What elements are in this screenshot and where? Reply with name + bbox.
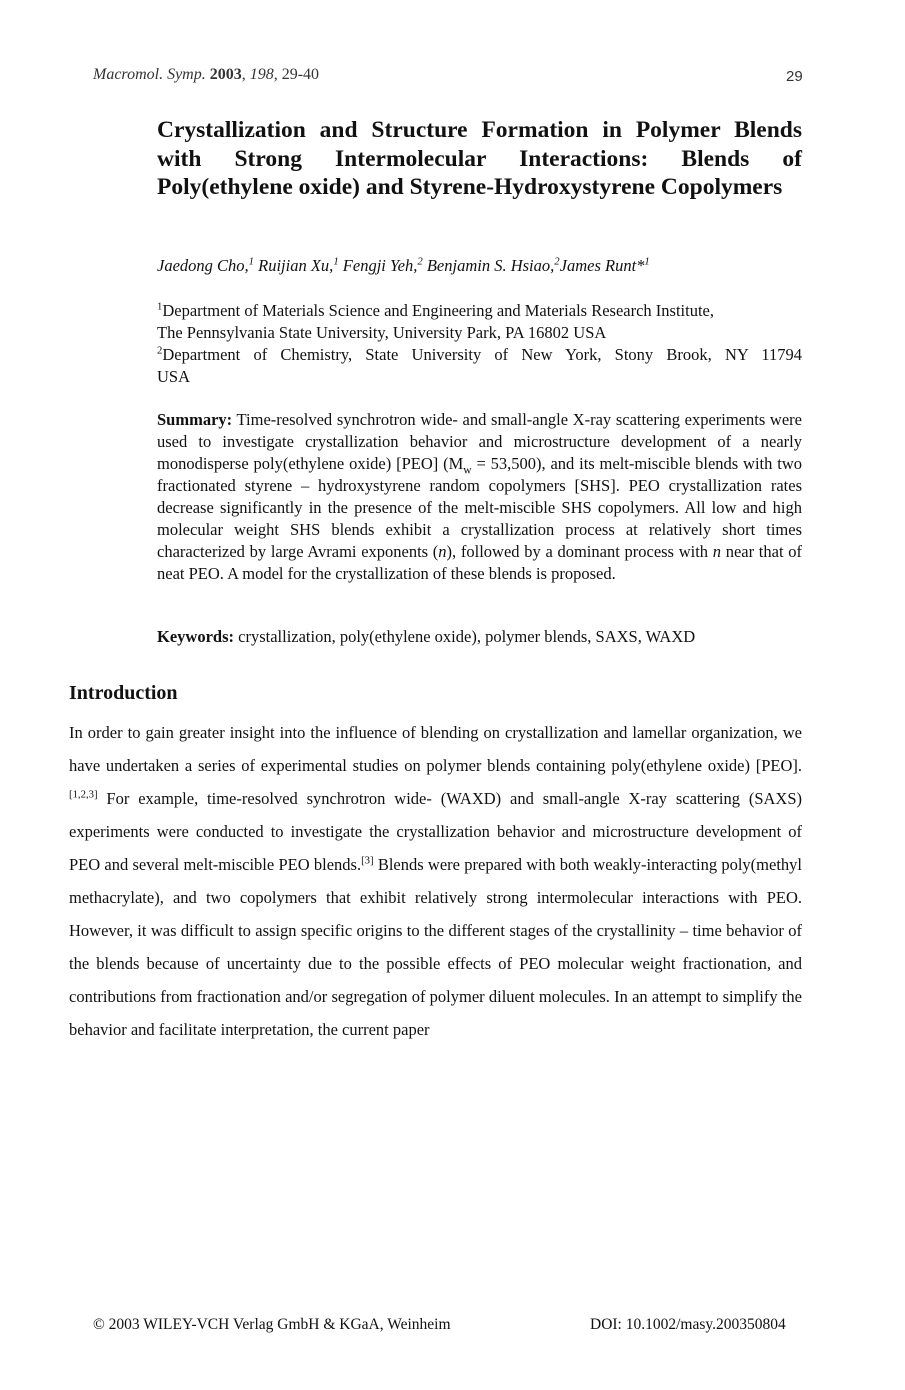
journal-pages: 29-40	[281, 66, 320, 83]
journal-volume: 198	[249, 66, 274, 83]
author-3: Fengji Yeh,$^2$	[342, 255, 423, 275]
author-4: Benjamin S. Hsiao,$^2$	[426, 255, 560, 275]
author-2: Ruijian Xu,$^1$	[258, 255, 339, 275]
introduction-paragraph: In order to gain greater insight into the influence of blending on crystallization and lamellar organization, we have undertaken a series of experimental studies on polymer blends containing poly(ethylene oxide) [PEO].[1,2,3] For example, time-resolved synchrotron wide- (WAXD) and small-angle X-ray scattering (SAXS) experiments were conducted to investigate the crystallization behavior and microstructure development of PEO and several melt-miscible PEO blends.[3] Blends were prepared with both weakly-interacting poly(methyl methacrylate), and two copolymers that exhibit relatively strong intermolecular interactions with PEO. However, it was difficult to assign specific origins to the different stages of the crystallinity – time behavior of the blends because of uncertainty due to the possible effects of PEO molecular weight fractionation, and contributions from fractionation and/or segregation of polymer diluent molecules. In an attempt to simplify the behavior and facilitate interpretation, the current paper	[69, 723, 802, 1039]
affiliations	[157, 300, 802, 388]
copyright-notice: © 2003 WILEY-VCH Verlag GmbH & KGaA, Weinheim	[93, 1316, 451, 1333]
summary-label: Summary:	[157, 410, 233, 429]
affiliation-1-line-2: The Pennsylvania State University, University Park, PA 16802 USA	[157, 323, 607, 342]
keywords: Keywords: crystallization, poly(ethylene oxide), polymer blends, SAXS, WAXD	[157, 627, 696, 646]
author-5: James Runt*$^1$	[559, 255, 650, 275]
journal-name: Macromol. Symp.	[93, 66, 206, 83]
paper-title: Crystallization and Structure Formation in Polymer Blends with Strong Intermolecular Interactions: Blends of Poly(ethylene oxide) and Styrene-Hydroxystyrene Copolymers	[157, 117, 802, 200]
journal-citation: Macromol. Symp. 2003, 198, 29-40	[93, 66, 320, 83]
author-list	[157, 256, 650, 276]
affiliation-2-line-2: USA	[157, 367, 191, 386]
affiliation-2-line-1: $^2$Department of Chemistry, State University of New York, Stony Brook, NY 11794	[157, 344, 802, 364]
affiliation-1-line-1: $^1$Department of Materials Science and Engineering and Materials Research Institute,	[157, 300, 714, 320]
section-heading-introduction: Introduction	[69, 682, 178, 704]
author-1: Jaedong Cho,$^1$	[157, 255, 255, 275]
doi: DOI: 10.1002/masy.200350804	[590, 1316, 786, 1333]
page-number: 29	[786, 68, 803, 85]
citation-ref: [1,2,3]	[69, 788, 98, 801]
keywords-label: Keywords:	[157, 627, 234, 646]
journal-year: 2003	[209, 66, 242, 83]
citation-ref: [3]	[361, 854, 374, 867]
summary-abstract: Summary: Time-resolved synchrotron wide- and small-angle X-ray scattering experiments were used to investigate crystallization behavior and microstructure development of a nearly monodisperse poly(ethylene oxide) [PEO] $(M_w = 53,500)$, and its melt-miscible blends with two fractionated styrene – hydroxystyrene random copolymers [SHS]. PEO crystallization rates decrease significantly in the presence of the melt-miscible SHS copolymers. All low and high molecular weight SHS blends exhibit a crystallization process at relatively short times characterized by large Avrami exponents (n), followed by a dominant process with n near that of neat PEO. A model for the crystallization of these blends is proposed.	[157, 410, 802, 583]
